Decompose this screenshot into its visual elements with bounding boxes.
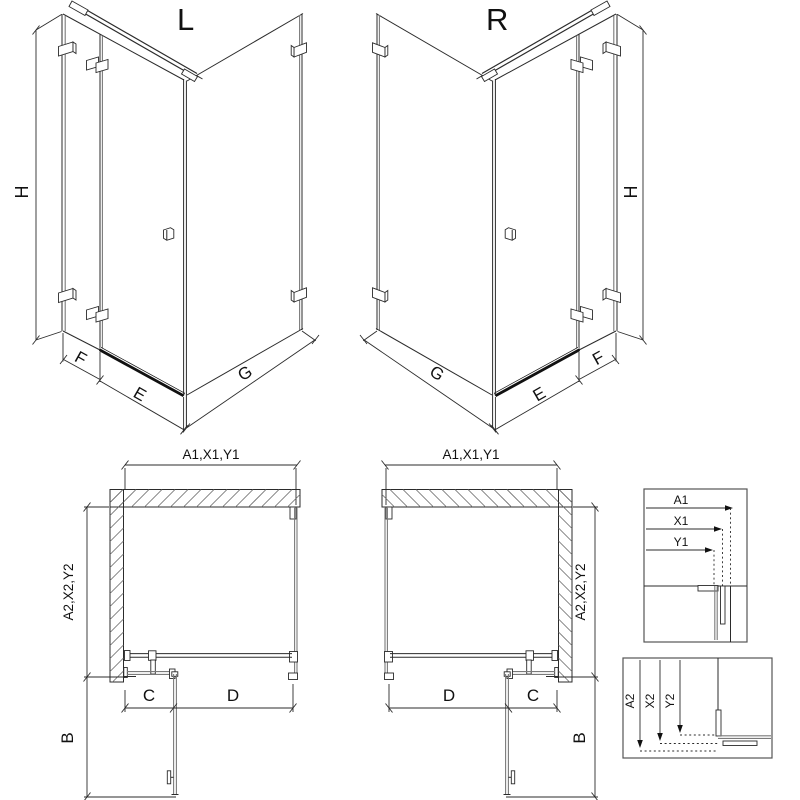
door-hinge-top [87,57,109,73]
dim-label-e-right: E [529,383,549,406]
dim-label-depth-refs-right: A2,X2,Y2 [573,563,588,621]
detail-box-depth-refs [623,658,772,758]
detail-label-y1: Y1 [673,535,689,549]
plan-view-geometry-right [382,461,599,800]
iso-enclosure-geometry-right [360,1,647,434]
dim-base [60,331,319,434]
wall-hatch-side [110,490,124,683]
variant-label-right: R [486,2,509,37]
wall-hatch-top [110,490,300,508]
detail-label-a2: A2 [623,693,637,709]
dim-label-depth-refs-left: A2,X2,Y2 [61,563,76,621]
dim-label-h-right: H [621,185,641,199]
dim-label-f-left: F [71,347,90,370]
door-hinge-bottom [87,307,109,323]
dim-label-h-left: H [12,185,32,199]
variant-label-left: L [177,2,195,37]
dim-label-b-right: B [570,732,589,744]
dim-label-g-right: G [426,361,448,385]
dim-label-c-left: C [142,686,156,705]
dim-label-b-left: B [58,732,77,744]
detail-label-x2: X2 [643,693,657,709]
plan-view-geometry-left [84,461,301,800]
wall-profile-section-bottom [716,710,771,746]
bar-wall-clamp [69,1,88,16]
dim-label-width-refs-right: A1,X1,Y1 [442,447,500,462]
open-door-plan [167,672,178,795]
detail-label-a1: A1 [673,493,689,507]
dim-label-g-left: G [234,361,256,385]
dim-label-c-right: C [526,686,540,705]
detail-label-y2: Y2 [663,693,677,709]
dim-height [33,15,62,345]
dim-label-width-refs-left: A1,X1,Y1 [182,447,240,462]
dim-label-d-left: D [226,686,240,705]
detail-box-width-refs [644,489,747,642]
dim-label-d-right: D [442,686,456,705]
dim-label-f-right: F [589,347,608,370]
detail-label-x1: X1 [673,514,689,528]
iso-enclosure-geometry-left [33,1,320,434]
wall-profile-section-top [698,586,731,643]
door-knob [164,228,174,241]
dim-label-e-left: E [130,383,150,406]
